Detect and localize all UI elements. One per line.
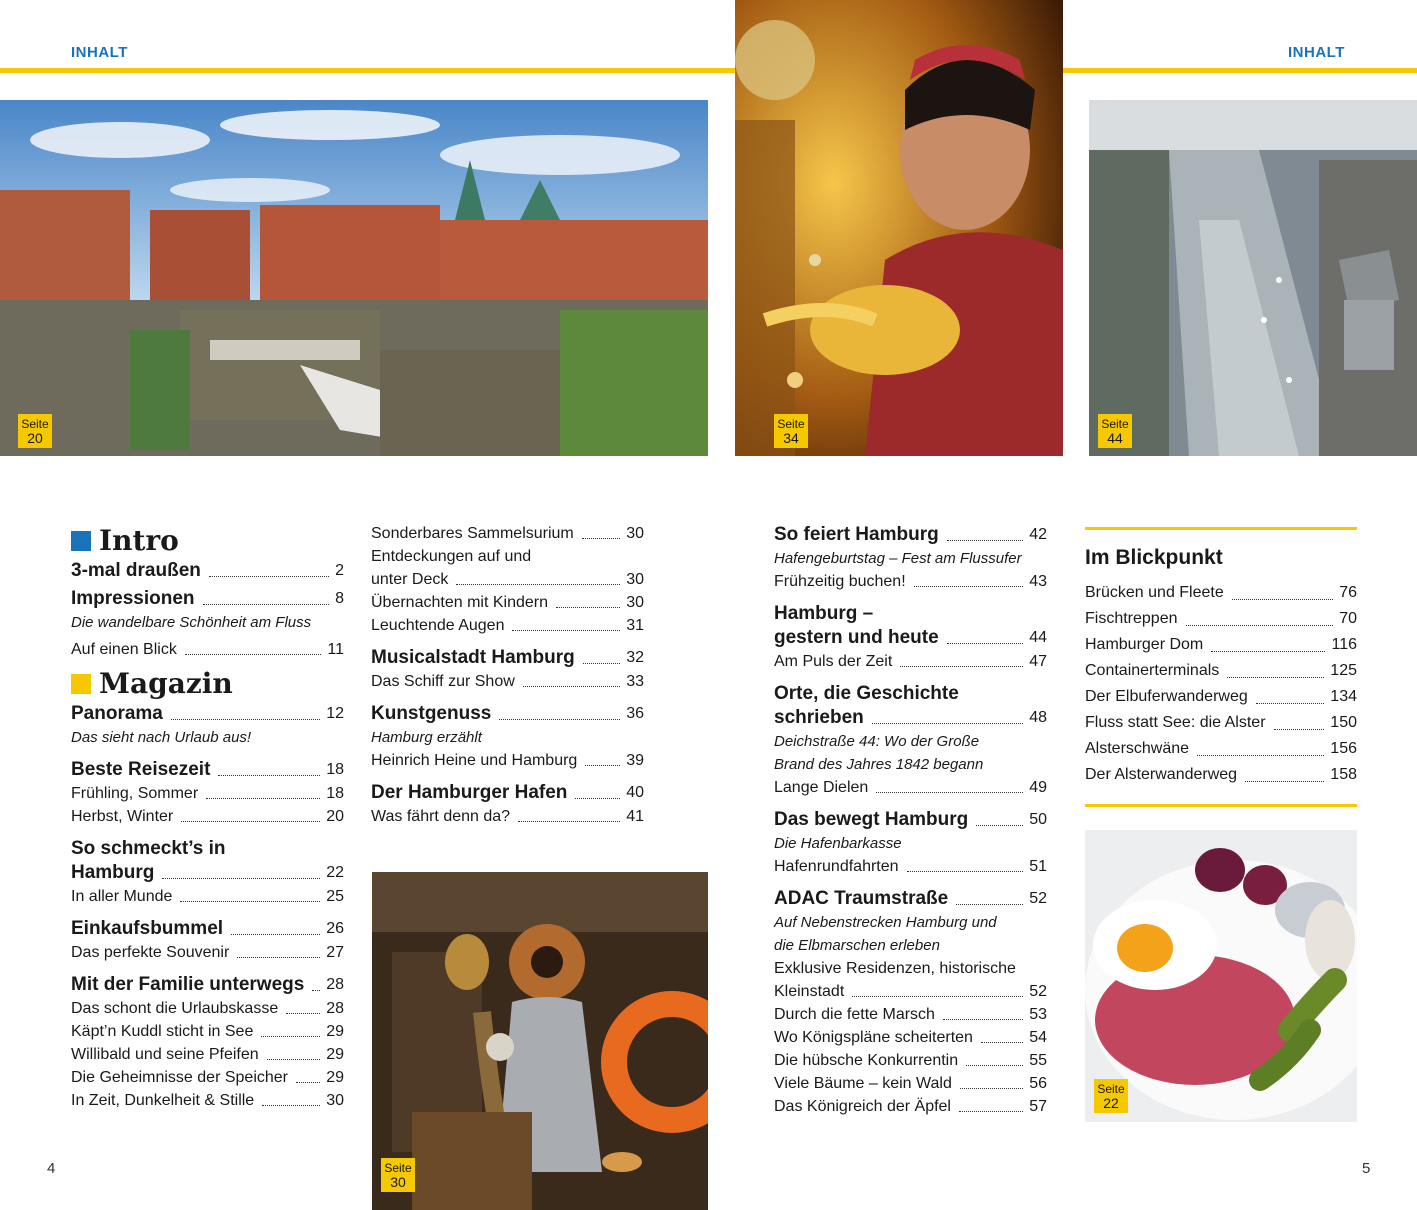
blickpunkt-box <box>1085 527 1357 807</box>
page-number-left: 4 <box>47 1160 56 1177</box>
toc-column-1 <box>71 522 344 1112</box>
blickpunkt-title: Im Blickpunkt <box>1085 546 1223 569</box>
photo-musical <box>735 0 1063 456</box>
toc-entry[interactable]: So feiert Hamburg 42 <box>774 524 1047 545</box>
header-label-left: INHALT <box>71 44 128 61</box>
toc-entry[interactable]: Hafenrundfahrten 51 <box>774 858 1047 875</box>
toc-entry[interactable]: Am Puls der Zeit 47 <box>774 653 1047 670</box>
page-badge: Seite 44 <box>1098 414 1132 448</box>
toc-column-2 <box>371 522 644 828</box>
toc-entry[interactable]: Lange Dielen 49 <box>774 779 1047 796</box>
blickpunkt-item[interactable]: Hamburger Dom 116 <box>1085 636 1357 653</box>
toc-entry[interactable]: schrieben 48 <box>774 707 1047 728</box>
blickpunkt-rule-bottom <box>1085 804 1357 807</box>
blue-square-icon <box>71 531 91 551</box>
toc-subtitle: Brand des Jahres 1842 begann <box>774 756 984 773</box>
blickpunkt-rule-top <box>1085 527 1357 530</box>
photo-diving-helmet <box>372 872 708 1210</box>
blickpunkt-item[interactable]: Containerterminals 125 <box>1085 662 1357 679</box>
toc-entry[interactable]: Übernachten mit Kindern 30 <box>371 594 644 611</box>
blickpunkt-item[interactable]: Brücken und Fleete 76 <box>1085 584 1357 601</box>
toc-entry[interactable]: Käpt’n Kuddl sticht in See 29 <box>71 1023 344 1040</box>
toc-line: Exklusive Residenzen, historische <box>774 960 1016 977</box>
toc-entry[interactable]: Impressionen 8 <box>71 588 344 609</box>
page-badge: Seite 22 <box>1094 1079 1128 1113</box>
section-heading-intro: Intro <box>71 524 344 557</box>
toc-entry[interactable]: Der Hamburger Hafen 40 <box>371 782 644 803</box>
toc-entry[interactable]: gestern und heute 44 <box>774 627 1047 648</box>
yellow-square-icon <box>71 674 91 694</box>
toc-entry[interactable]: Herbst, Winter 20 <box>71 808 344 825</box>
toc-entry[interactable]: In aller Munde 25 <box>71 888 344 905</box>
page-badge: Seite 20 <box>18 414 52 448</box>
toc-entry[interactable]: Heinrich Heine und Hamburg 39 <box>371 752 644 769</box>
toc-entry[interactable]: In Zeit, Dunkelheit & Stille 30 <box>71 1092 344 1109</box>
toc-subtitle: Die wandelbare Schönheit am Fluss <box>71 614 312 631</box>
blickpunkt-item[interactable]: Fischtreppen 70 <box>1085 610 1357 627</box>
toc-entry[interactable]: Die hübsche Konkurrentin 55 <box>774 1052 1047 1069</box>
toc-entry[interactable]: Das bewegt Hamburg 50 <box>774 809 1047 830</box>
photo-food <box>1085 830 1357 1122</box>
toc-entry[interactable]: Viele Bäume – kein Wald 56 <box>774 1075 1047 1092</box>
toc-entry[interactable]: Willibald und seine Pfeifen 29 <box>71 1046 344 1063</box>
toc-entry[interactable]: Frühling, Sommer 18 <box>71 785 344 802</box>
toc-entry[interactable]: Hamburg 22 <box>71 862 344 883</box>
toc-entry[interactable]: Das Königreich der Äpfel 57 <box>774 1098 1047 1115</box>
blickpunkt-item[interactable]: Der Alsterwanderweg 158 <box>1085 766 1357 783</box>
blickpunkt-item[interactable]: Alsterschwäne 156 <box>1085 740 1357 757</box>
toc-heading-line: Orte, die Geschichte <box>774 683 959 704</box>
header-rule-right <box>1063 68 1417 73</box>
section-heading-magazin: Magazin <box>71 667 344 700</box>
toc-heading-line: So schmeckt’s in <box>71 838 226 859</box>
toc-heading-line: Hamburg – <box>774 603 874 624</box>
toc-entry[interactable]: Das perfekte Souvenir 27 <box>71 944 344 961</box>
toc-entry[interactable]: Beste Reisezeit 18 <box>71 759 344 780</box>
toc-entry[interactable]: Musicalstadt Hamburg 32 <box>371 647 644 668</box>
toc-entry[interactable]: unter Deck 30 <box>371 571 644 588</box>
toc-subtitle: Das sieht nach Urlaub aus! <box>71 729 252 746</box>
blickpunkt-item[interactable]: Fluss statt See: die Alster 150 <box>1085 714 1357 731</box>
toc-subtitle: Die Hafenbarkasse <box>774 835 902 852</box>
toc-subtitle: Deichstraße 44: Wo der Große <box>774 733 980 750</box>
toc-entry[interactable]: Das Schiff zur Show 33 <box>371 673 644 690</box>
toc-entry[interactable]: Panorama 12 <box>71 703 344 724</box>
page-number-right: 5 <box>1362 1160 1371 1177</box>
toc-entry[interactable]: Kleinstadt 52 <box>774 983 1047 1000</box>
toc-entry[interactable]: Kunstgenuss 36 <box>371 703 644 724</box>
toc-subtitle: Hamburg erzählt <box>371 729 482 746</box>
header-rule-left <box>0 68 735 73</box>
blickpunkt-item[interactable]: Der Elbuferwanderweg 134 <box>1085 688 1357 705</box>
toc-entry[interactable]: 3-mal draußen 2 <box>71 560 344 581</box>
toc-entry[interactable]: Leuchtende Augen 31 <box>371 617 644 634</box>
toc-subtitle: Auf Nebenstrecken Hamburg und <box>774 914 997 931</box>
toc-entry[interactable]: Was fährt denn da? 41 <box>371 808 644 825</box>
toc-column-3 <box>774 517 1047 1118</box>
toc-entry[interactable]: Mit der Familie unterwegs 28 <box>71 974 344 995</box>
toc-entry[interactable]: Einkaufsbummel 26 <box>71 918 344 939</box>
toc-subtitle: Hafengeburtstag – Fest am Flussufer <box>774 550 1022 567</box>
toc-line: Entdeckungen auf und <box>371 548 532 565</box>
toc-entry[interactable]: Die Geheimnisse der Speicher 29 <box>71 1069 344 1086</box>
page-badge: Seite 30 <box>381 1158 415 1192</box>
photo-speicherstadt <box>0 100 708 456</box>
toc-entry[interactable]: Frühzeitig buchen! 43 <box>774 573 1047 590</box>
toc-entry[interactable]: ADAC Traumstraße 52 <box>774 888 1047 909</box>
toc-entry[interactable]: Sonderbares Sammelsurium 30 <box>371 525 644 542</box>
toc-subtitle: die Elbmarschen erleben <box>774 937 940 954</box>
toc-entry[interactable]: Durch die fette Marsch 53 <box>774 1006 1047 1023</box>
toc-entry[interactable]: Auf einen Blick 11 <box>71 641 344 658</box>
header-label-right: INHALT <box>1288 44 1345 61</box>
toc-entry[interactable]: Wo Königspläne scheiterten 54 <box>774 1029 1047 1046</box>
toc-entry[interactable]: Das schont die Urlaubskasse 28 <box>71 1000 344 1017</box>
page-badge: Seite 34 <box>774 414 808 448</box>
photo-elbe-aerial <box>1089 100 1417 456</box>
